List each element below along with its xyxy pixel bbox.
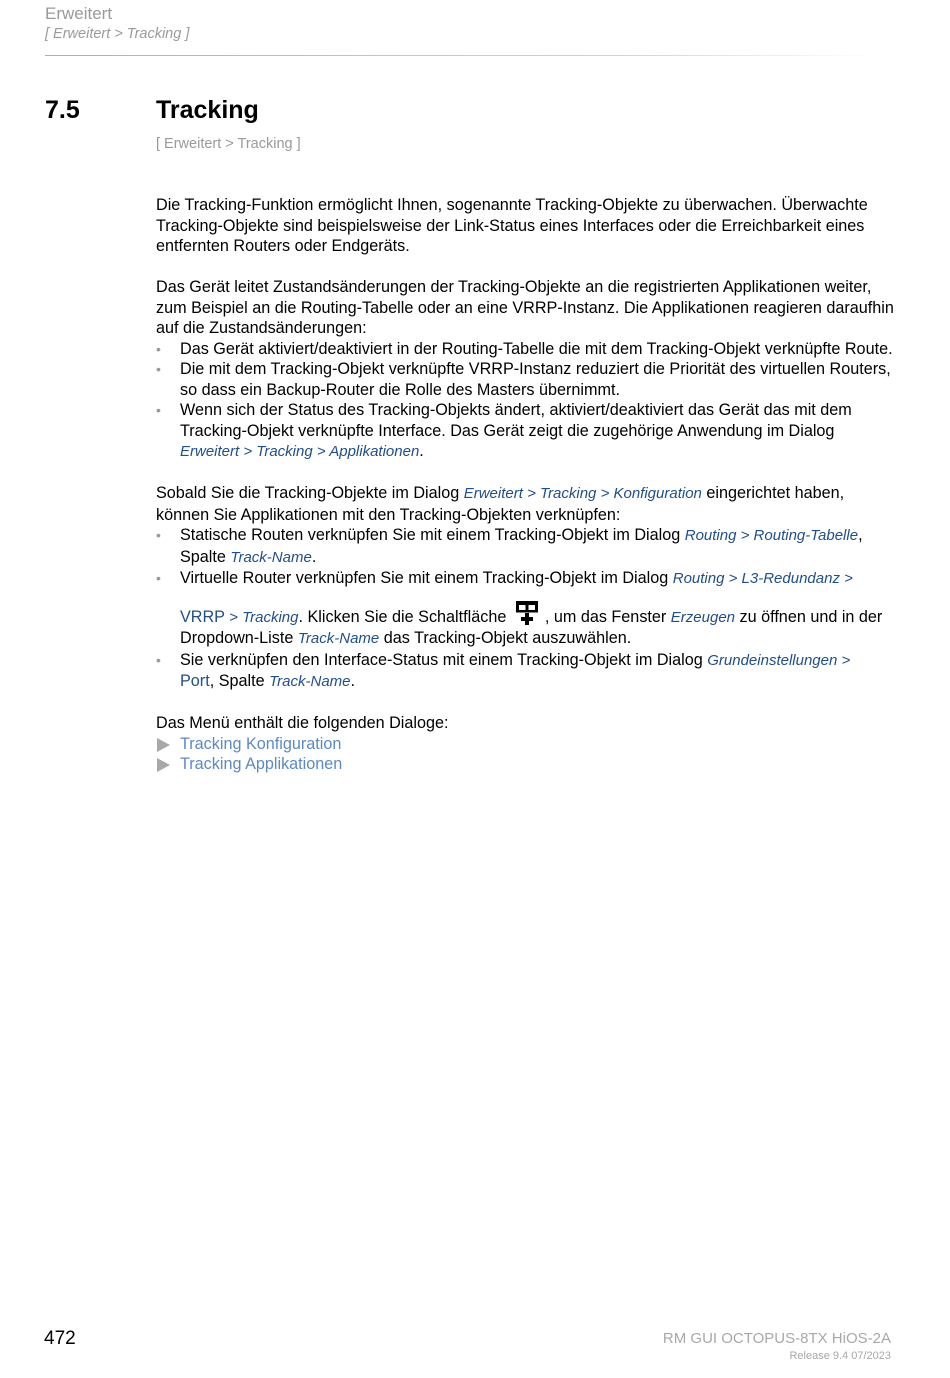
page-number: 472 bbox=[44, 1328, 76, 1349]
link-tracking-applikationen-dialog[interactable]: Tracking Applikationen bbox=[180, 755, 343, 773]
list-item-text: Das Gerät aktiviert/deaktiviert in der Routing-Tabelle die mit dem Tracking-Objekt verknüpfte Route. bbox=[180, 339, 893, 358]
setup-paragraph: Sobald Sie die Tracking-Objekte im Dialog Erweitert > Tracking > Konfiguration eingerichtet haben, können Sie Applikationen mit den Tracking-Objekten verknüpfen: bbox=[156, 484, 845, 524]
link-port[interactable]: Port bbox=[180, 672, 210, 690]
application-reaction-list bbox=[156, 339, 896, 463]
list-item bbox=[156, 359, 896, 400]
triangle-right-icon bbox=[157, 738, 170, 752]
list-item-text: Die mit dem Tracking-Objekt verknüpfte VRRP-Instanz reduziert die Priorität des virtuellen Routers, so dass ein Backup-Router die Rolle des Masters übernimmt. bbox=[180, 360, 891, 399]
bullet-icon: • bbox=[156, 361, 161, 377]
list-item-text: Wenn sich der Status des Tracking-Objekts ändert, aktiviert/deaktiviert das Gerät das mit dem Tracking-Objekt verknüpfte Interface. Das Gerät zeigt die zugehörige Anwendung im Dialog bbox=[180, 401, 852, 440]
link-vrrp-tracking[interactable]: > Tracking bbox=[224, 608, 299, 626]
column-name: Track-Name bbox=[269, 673, 351, 690]
link-l3-redundanz[interactable]: Routing > L3-Redundanz > bbox=[672, 570, 853, 587]
section-title: Tracking bbox=[156, 96, 259, 124]
intro-paragraph: Die Tracking-Funktion ermöglicht Ihnen, sogenannte Tracking-Objekte zu überwachen. Überwachte Tracking-Objekte sind beispielsweise der Link-Status eines Interfaces oder die Erreichbarkeit eines entfernten Routers oder Endgeräts. bbox=[156, 196, 868, 255]
triangle-right-icon bbox=[157, 758, 170, 772]
bullet-icon: • bbox=[156, 651, 161, 668]
menu-intro: Das Menü enthält die folgenden Dialoge: bbox=[156, 714, 449, 732]
list-item: • Sie verknüpfen den Interface-Status mit einem Tracking-Objekt im Dialog Grundeinstellungen > Port, Spalte Track-Name. bbox=[156, 650, 851, 690]
link-routing-tabelle[interactable]: Routing > Routing-Tabelle bbox=[684, 527, 859, 544]
section-breadcrumb: [ Erweitert > Tracking ] bbox=[156, 136, 301, 152]
list-item: • Virtuelle Router verknüpfen Sie mit einem Tracking-Objekt im Dialog Routing > L3-Redundanz > VRRP > Tracking. Klicken Sie die Schaltfläche , um das Fenster Erzeugen zu öffnen und in der Dropdown-Liste Track-Name das Tracking-Objekt auszuwählen. bbox=[156, 569, 883, 647]
setup-list bbox=[156, 525, 896, 693]
section-number: 7.5 bbox=[45, 96, 80, 124]
bullet-icon: • bbox=[156, 402, 161, 418]
list-item bbox=[156, 339, 896, 360]
link-tracking-konfiguration-dialog[interactable]: Tracking Konfiguration bbox=[180, 734, 342, 753]
state-change-paragraph: Das Gerät leitet Zustandsänderungen der Tracking-Objekte an die registrierten Applikationen weiter, zum Beispiel an die Routing-Tabelle oder an eine VRRP-Instanz. Die Applikationen reagieren daraufhin auf die Zustandsänderungen: bbox=[156, 278, 894, 337]
bullet-icon: • bbox=[156, 527, 161, 543]
footer-release: Release 9.4 07/2023 bbox=[789, 1350, 891, 1362]
table-add-icon[interactable] bbox=[513, 600, 543, 626]
bullet-icon: • bbox=[156, 570, 161, 586]
body-content bbox=[156, 195, 896, 775]
dialog-list-item[interactable] bbox=[156, 734, 896, 755]
dialog-list bbox=[156, 734, 896, 775]
link-vrrp[interactable]: VRRP bbox=[180, 607, 225, 626]
link-tracking-applikationen[interactable]: Erweitert > Tracking > Applikationen bbox=[180, 443, 420, 460]
footer-product: RM GUI OCTOPUS-8TX HiOS-2A bbox=[662, 1330, 891, 1347]
link-tracking-konfiguration[interactable]: Erweitert > Tracking > Konfiguration bbox=[463, 485, 702, 502]
dropdown-name: Track-Name bbox=[297, 630, 380, 647]
window-name: Erzeugen bbox=[670, 608, 736, 626]
list-item: • Wenn sich der Status des Tracking-Objekts ändert, aktiviert/deaktiviert das Gerät das mit dem Tracking-Objekt verknüpfte Interface. Das Gerät zeigt die zugehörige Anwendung im Dialog Erweitert > Tracking > Applikationen. bbox=[156, 401, 852, 460]
bullet-icon: • bbox=[156, 340, 161, 357]
header-breadcrumb: [ Erweitert > Tracking ] bbox=[45, 26, 190, 42]
header-title: Erweitert bbox=[45, 4, 113, 23]
column-name: Track-Name bbox=[230, 548, 312, 566]
dialog-list-item[interactable] bbox=[156, 754, 896, 775]
header-divider bbox=[45, 55, 875, 56]
list-item: • Statische Routen verknüpfen Sie mit einem Tracking-Objekt im Dialog Routing > Routing-Tabelle, Spalte Track-Name. bbox=[156, 526, 863, 566]
link-grundeinstellungen[interactable]: Grundeinstellungen > bbox=[707, 651, 851, 669]
